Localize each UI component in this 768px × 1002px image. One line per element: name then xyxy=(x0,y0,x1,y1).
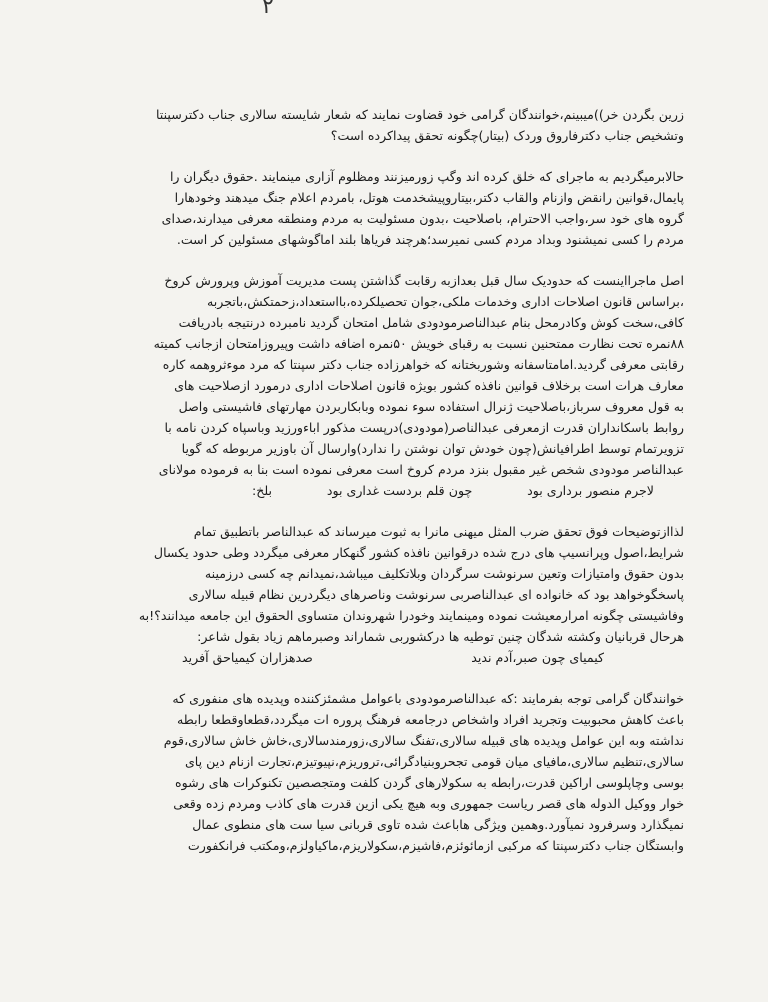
text-line: ۸۸نمره تحت نظارت ممتحنین نسبت به رقبای خویش ۵۰نمره اضافه داشت وپیروزامتحان ازجانب کمیته xyxy=(153,336,684,351)
paragraph-4 xyxy=(92,521,684,668)
text-line: مردم را کسی نمیشنود وبداد مردم کسی نمیرسد؛هرچند فریاها بلند اماگوشهای مسئولین کر است. xyxy=(176,232,684,247)
text-line: وفاشیستی چگونه امرارمعیشت نموده ومینمایند وخودرا شهروندان متساوی الحقوق این جامعه میدانند؟!به xyxy=(138,608,684,623)
text-line: اصل ماجرااینست که حدودیک سال قبل بعدازبه رقابت گذاشتن پست مدیریت آموزش وپرورش کروخ xyxy=(164,273,684,288)
text-line: خوار ووکیل الدوله های قصر ریاست جمهوری وبه هیچ یکی ازین قدرت های کاذب ومردم زده وقعی xyxy=(173,796,684,811)
text-line: روابط باسکانداران قدرت ازمعرفی عبدالناصر(مودودی)درپست مذکور اباءورزید وباسپاه کردن نامه با xyxy=(164,420,684,435)
paragraph-1 xyxy=(92,104,684,146)
text-line: معارف هرات است برخلاف قوانین نافذه کشور بویژه قانون اصلاحات اداری درمورد ازصلاحیت های xyxy=(174,378,684,393)
paragraph-2 xyxy=(92,166,684,250)
poem-hemistich: لاجرم منصور برداری بود xyxy=(527,483,654,498)
text-line: زرین بگردن خر))میبینم،خوانندگان گرامی خود قضاوت نمایند که شعار شایسته سالاری جناب دکترسپنتا xyxy=(155,107,684,122)
text-line: گروه های خود سر،واجب الاحترام، باصلاحیت ،بدون مسئولیت به مردم ومنطقه معرفی میدارند،صدای xyxy=(161,211,684,226)
poem-hemistich: کیمیای چون صبر،آدم ندید xyxy=(471,650,604,665)
text-line: نداشته وبه این عوامل وپدیده های قبیله سالاری،تفنگ سالاری،زورمندسالاری،خاش خاش سالاری،قوم xyxy=(163,733,684,748)
poem-verse xyxy=(92,647,684,668)
page-number-mark: ۲ xyxy=(262,0,274,19)
text-line: نمیگذارد وسرفرود نمیآورد.وهمین ویژگی هاباعث شده تاوی قربانی سیا ست های منطوی عمال xyxy=(192,817,684,832)
text-line: کافی،سخت کوش وکادرمحل بنام عبدالناصرمودودی شامل امتحان گردید نامبرده درنتیجه بادریافت xyxy=(178,315,684,330)
text-line: سالاری،تنظیم سالاری،مافیای میان قومی تجحروبنیادگرائی،تروریزم،نپیوتیزم،تجارت ازنام دین پای xyxy=(184,754,684,769)
text-line: پاسخگوخواهد بود که خانواده ای عبدالناصربی سرنوشت وناصرهای دیگردرین نظام قبیله سالاری xyxy=(188,587,684,602)
text-line: وتشخیص جناب دکترفاروق وردک (بیتار)چگونه تحقق پیداکرده است؟ xyxy=(330,128,684,143)
poem-hemistich: صدهزاران کیمیاحق آفرید xyxy=(182,650,313,665)
text-line: حالابرمیگردیم به ماجرای که خلق کرده اند وگپ زورمیزنند ومظلوم آزاری مینمایند .حقوق دیگران را xyxy=(169,169,684,184)
text-line: بدون حقوق وامتیازات وتعین سرنوشت سرگردان وبلاتکلیف میباشد،نمیدانم چه کسی درزمینه xyxy=(204,566,684,581)
text-line: بوسی وچاپلوسی اراکین قدرت،رابطه به سکولارهای گردن کلفت ومتجصصین تکنوکرات های رشوه xyxy=(175,775,684,790)
text-line: عبدالناصر مودودی شخص غیر مقبول بنزد مردم کروخ است معرفی نموده است بنا به فرموده مولانای xyxy=(158,462,684,477)
text-line: وابستگان جناب دکترسپنتا که مرکبی ازمائوئزم،فاشیزم،سکولاریزم،ماکیاولزم،ومکتب فرانکفورت xyxy=(187,838,684,853)
poem-hemistich: چون قلم بردست غداری بود xyxy=(326,483,473,498)
text-line: لذاازتوضیحات فوق تحقق ضرب المثل میهنی مانرا به ثبوت میرساند که عبدالناصر باتطبیق تمام xyxy=(193,524,684,539)
text-line: ،براساس قانون اصلاحات اداری وخدمات ملکی،جوان تحصیلکرده،بااستعداد،زحمتکش،باتجربه xyxy=(207,294,684,309)
text-line: رقابتی معرفی گردید.امامتاسفانه وشوربختانه که خواهرزاده جناب دکتر سپنتا که مرد موءثروهمه کاره xyxy=(162,357,684,372)
text-line: به قول معروف سرباز،باصلاحیت ژنرال استفاده سوء نموده وبابکاربردن مهارتهای فاشیستی واصل xyxy=(178,399,684,414)
text-line: تزویرتمام توسط اطرافیانش(چون خودش توان نوشتن را ندارد)وارسال آن باوزیر مربوطه که گویا xyxy=(181,441,684,456)
paragraph-5 xyxy=(92,688,684,856)
text-line: خوانندگان گرامی توجه بفرمایند :که عبدالناصرمودودی باعوامل مشمئزکننده وپدیده های منفوری که xyxy=(172,691,684,706)
text-line: پایمال،قوانین رانقض وازنام والقاب دکتر،بیتاروپیشخدمت هوتل، بامردم اعلام جنگ میدهند وخودهارا xyxy=(174,190,684,205)
paragraph-3 xyxy=(92,270,684,501)
document-body xyxy=(92,104,684,876)
poem-attribution: بلخ: xyxy=(251,483,273,498)
poem-verse xyxy=(92,480,684,501)
text-line: باعث کاهش محبوبیت وتجرید افراد واشخاص درجامعه فرهنگ پروره ات میگردد،قطعاوقطعا رابطه xyxy=(177,712,684,727)
text-line: هرحال قربانیان وکشته شدگان چنین توطیه ها درکشوربی شماراند وصبرماهم زیاد بقول شاعر: xyxy=(197,629,684,644)
text-line: شرایط،اصول وپرانسیپ های درج شده درقوانین نافذه کشور گنهکار معرفی میگردد وطی حدود یکسال xyxy=(153,545,684,560)
